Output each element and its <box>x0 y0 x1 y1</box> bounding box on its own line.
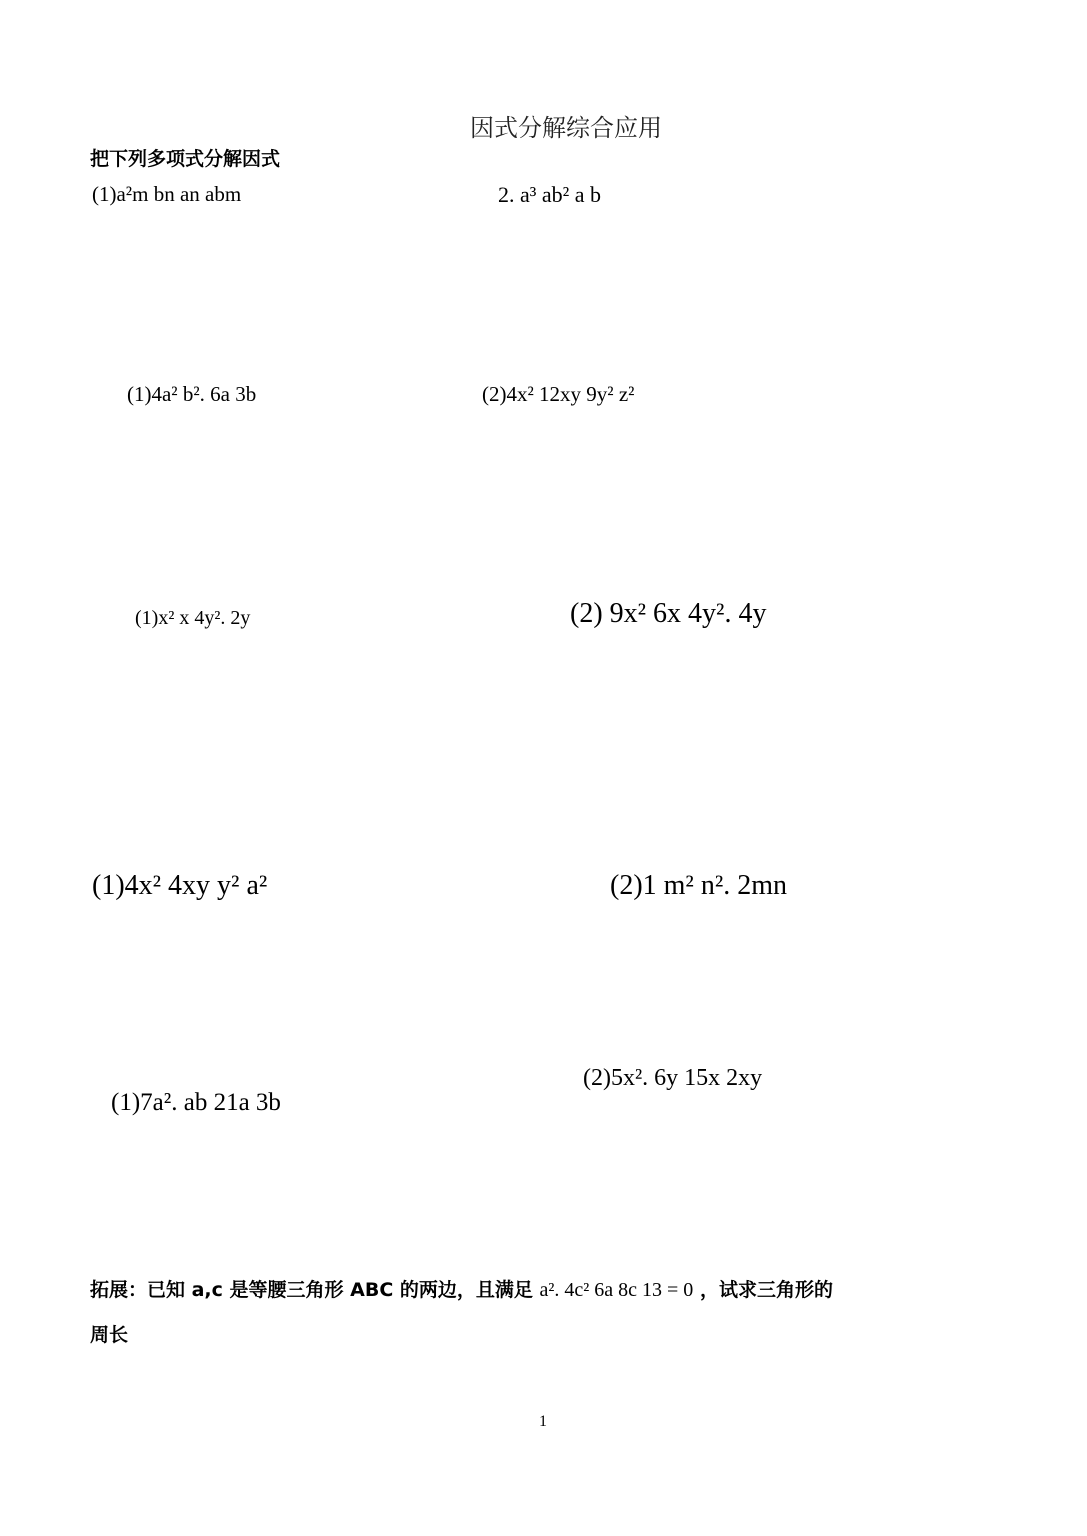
problem-1-2: 2. a³ ab² a b <box>498 182 601 207</box>
extension-label: 拓展：已知 a,c 是等腰三角形 ABC 的两边，且满足 <box>90 1279 533 1301</box>
extension-tail: ，试求三角形的 <box>699 1279 833 1301</box>
extension-equation: a². 4c² 6a 8c 13 = 0 <box>539 1279 694 1301</box>
extension-problem <box>90 1280 833 1300</box>
problem-3-2: (2) 9x² 6x 4y². 4y <box>570 598 767 629</box>
problem-1-1: (1)a²m bn an abm <box>92 182 242 206</box>
problem-2-1: (1)4a² b². 6a 3b <box>127 382 257 406</box>
problem-2-2: (2)4x² 12xy 9y² z² <box>482 382 635 406</box>
problem-5-1: (1)7a². ab 21a 3b <box>111 1089 281 1116</box>
page-title: 因式分解综合应用 <box>470 114 662 142</box>
page-number: 1 <box>539 1413 547 1430</box>
problem-4-1: (1)4x² 4xy y² a² <box>92 870 268 901</box>
instruction-heading: 把下列多项式分解因式 <box>90 148 281 170</box>
problem-3-1: (1)x² x 4y². 2y <box>135 607 251 629</box>
extension-line-2: 周长 <box>90 1324 129 1346</box>
problem-5-2: (2)5x². 6y 15x 2xy <box>583 1065 763 1091</box>
problem-4-2: (2)1 m² n². 2mn <box>610 870 787 901</box>
